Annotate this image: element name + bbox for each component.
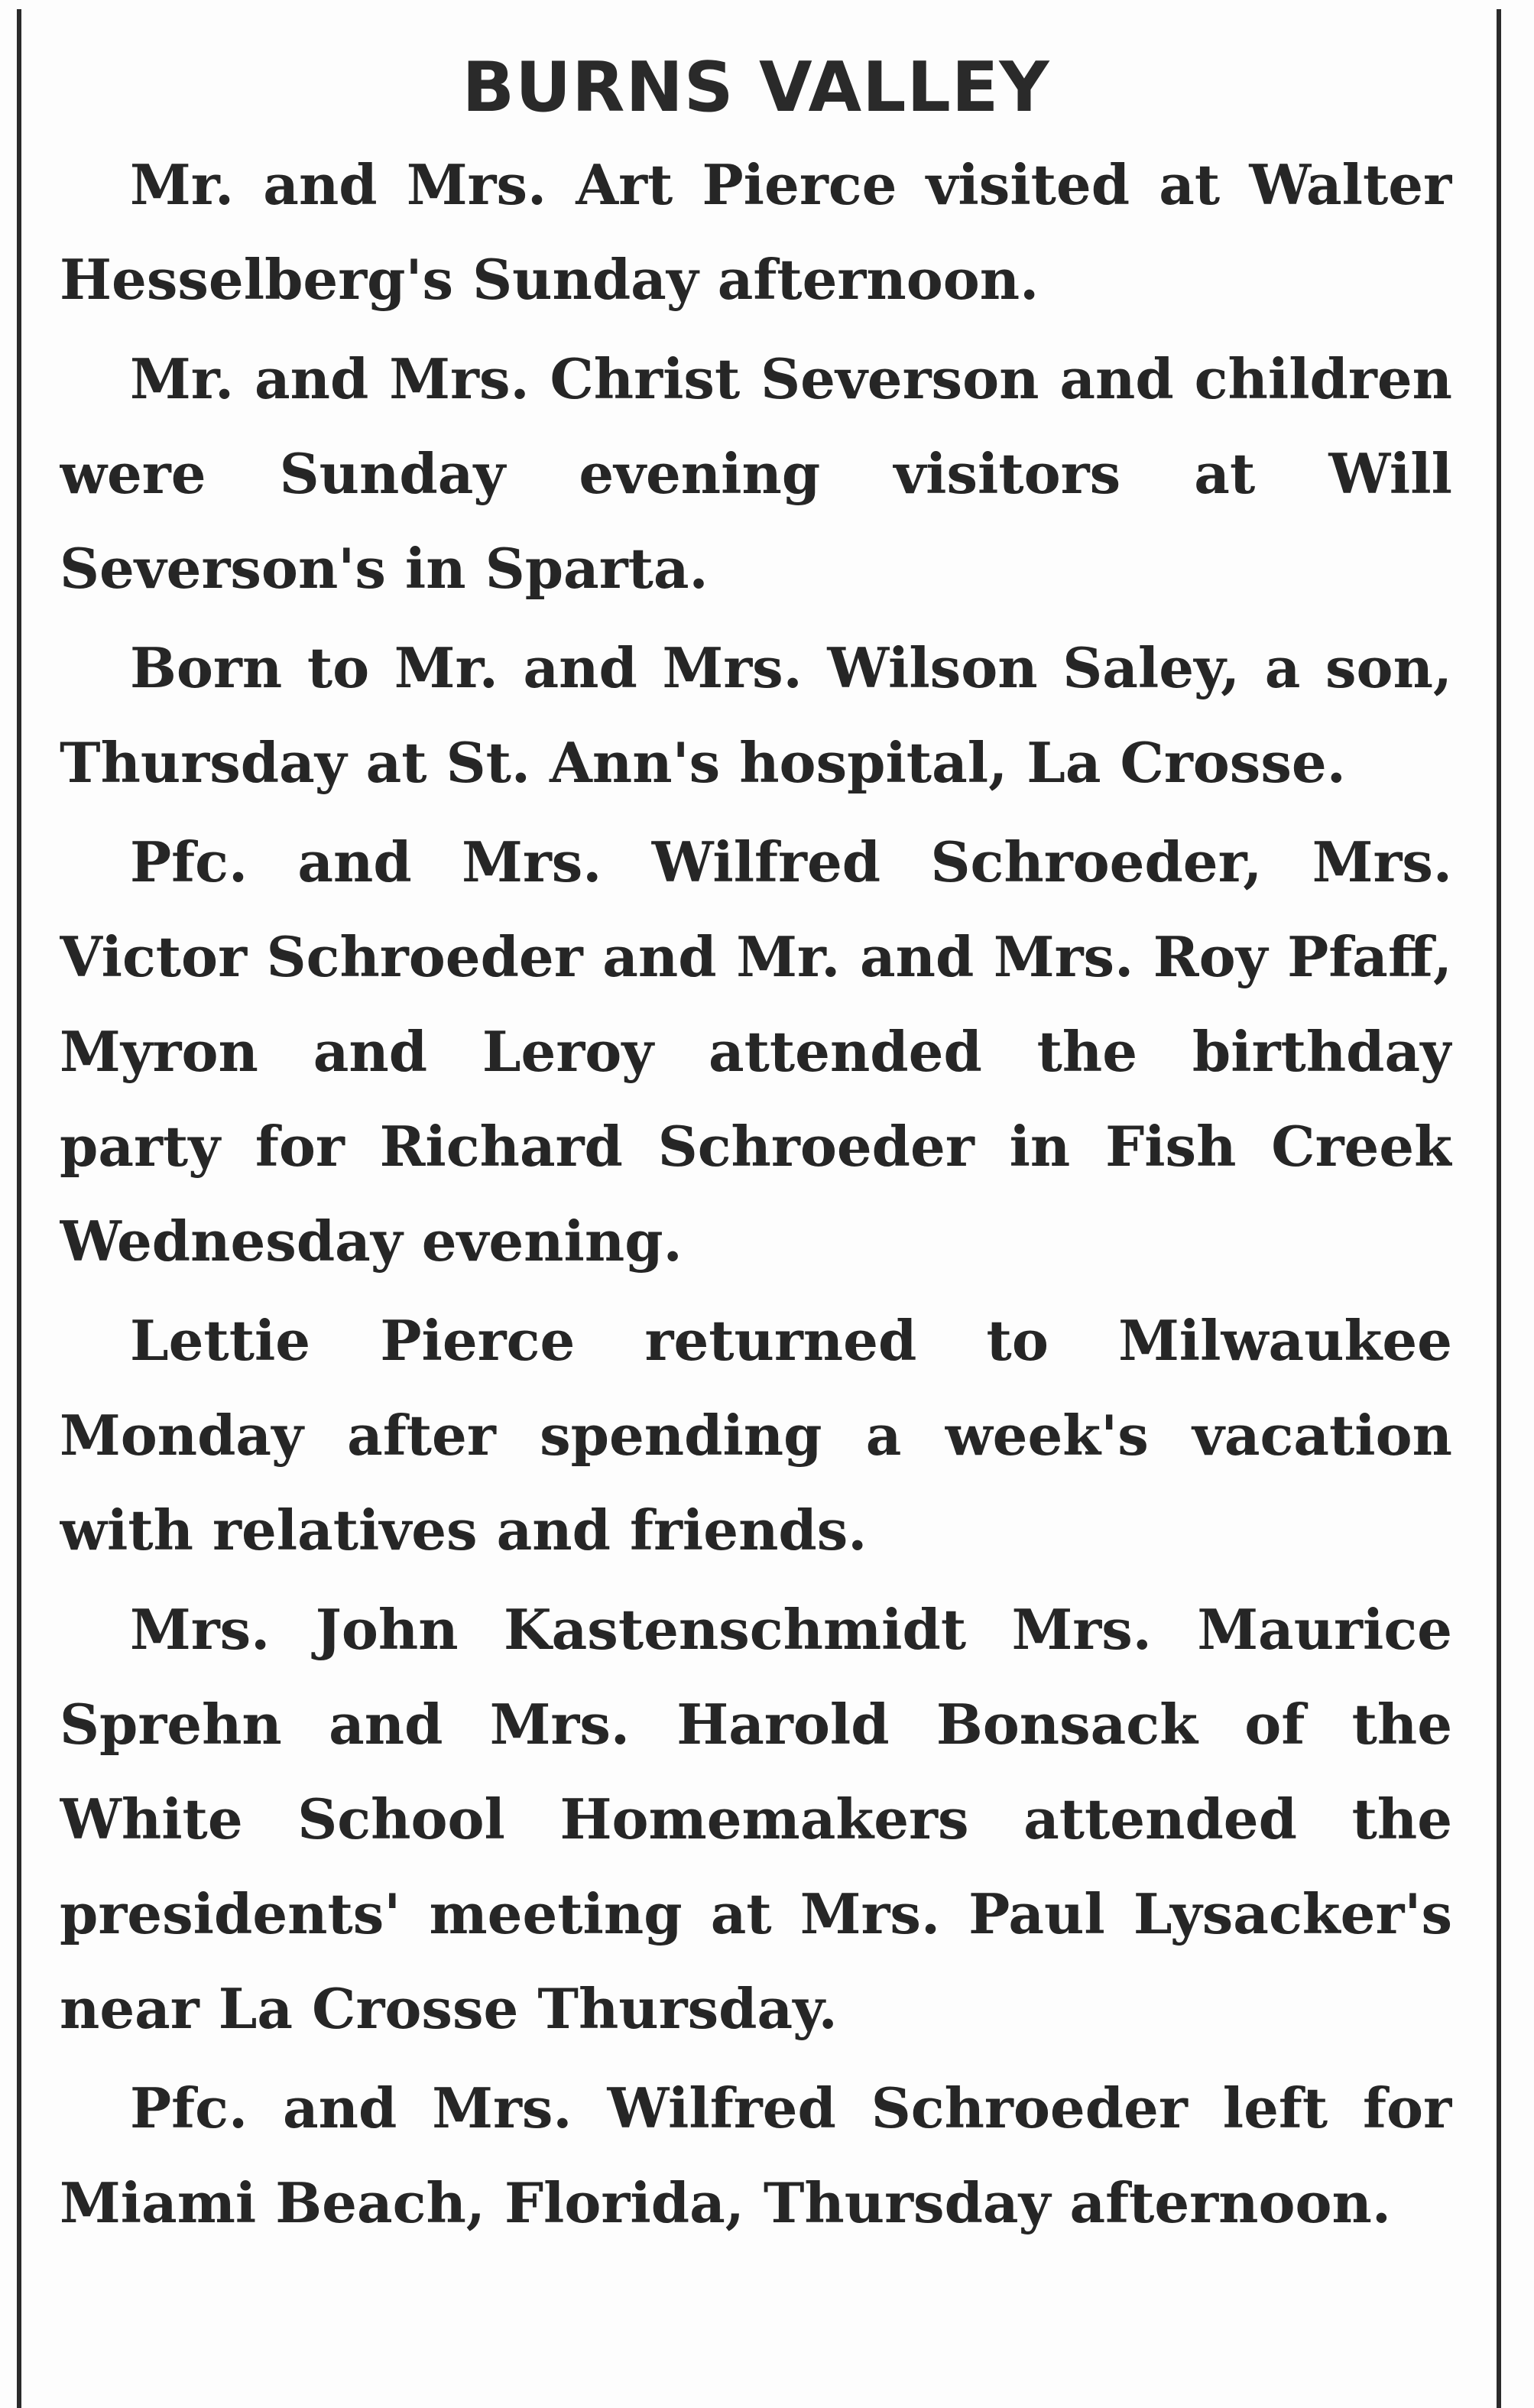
news-item: Pfc. and Mrs. Wilfred Schroeder left for Miami Beach, Florida, Thursday afternoon. xyxy=(60,2075,1452,2235)
news-item: Mrs. John Kastenschmidt Mrs. Maurice Sprehn and Mrs. Harold Bonsack of the White School Homemakers attended the presidents' meeting at Mrs. Paul Lysacker's near La Crosse Thursday. xyxy=(60,1597,1452,2041)
right-column-rule xyxy=(1497,9,1501,2408)
article-headline: BURNS VALLEY xyxy=(462,47,1050,128)
news-item: Pfc. and Mrs. Wilfred Schroeder, Mrs. Victor Schroeder and Mr. and Mrs. Roy Pfaff, Myron and Leroy attended the birthday party for Richard Schroeder in Fish Creek Wednesday evening. xyxy=(60,829,1452,1274)
news-item: Born to Mr. and Mrs. Wilson Saley, a son, Thursday at St. Ann's hospital, La Crosse. xyxy=(60,635,1452,795)
news-item: Mr. and Mrs. Art Pierce visited at Walter Hesselberg's Sunday afternoon. xyxy=(60,152,1452,312)
news-item: Lettie Pierce returned to Milwaukee Monday after spending a week's vacation with relatives and friends. xyxy=(60,1308,1452,1563)
left-column-rule xyxy=(17,9,21,2408)
news-item: Mr. and Mrs. Christ Severson and children were Sunday evening visitors at Will Severson's in Sparta. xyxy=(60,346,1452,601)
article-column xyxy=(60,46,1452,2385)
